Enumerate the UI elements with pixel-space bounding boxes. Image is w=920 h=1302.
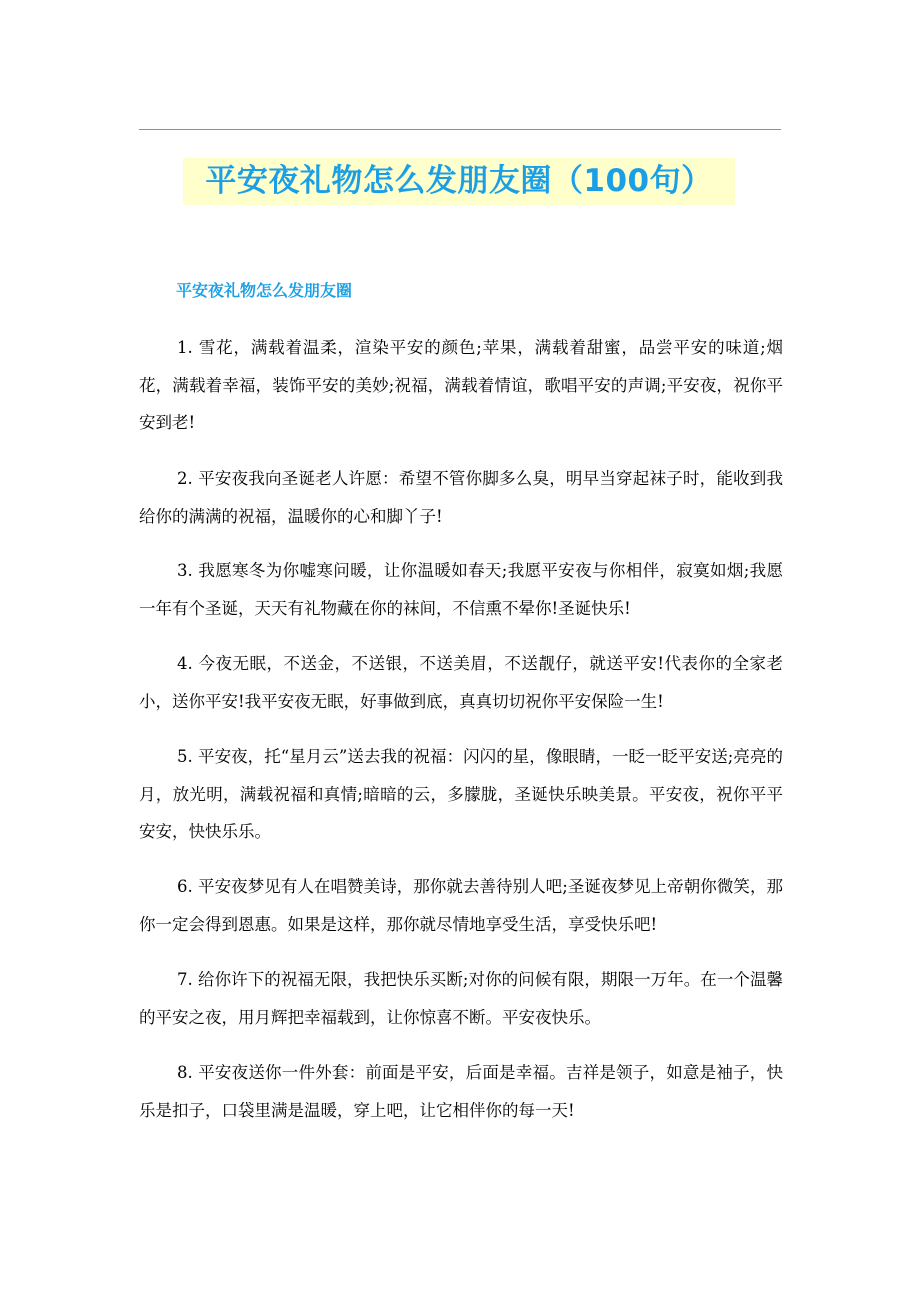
- list-item-1: 1. 雪花，满载着温柔，渲染平安的颜色;苹果，满载着甜蜜，品尝平安的味道;烟花，满载着幸福，装饰平安的美妙;祝福，满载着情谊，歌唱平安的声调;平安夜，祝你平安到老!: [139, 338, 783, 432]
- list-item-2: 2. 平安夜我向圣诞老人许愿：希望不管你脚多么臭，明早当穿起袜子时，能收到我给你的满满的祝福，温暖你的心和脚丫子!: [139, 469, 783, 526]
- list-item-7: 7. 给你许下的祝福无限，我把快乐买断;对你的问候有限，期限一万年。在一个温馨的平安之夜，用月辉把幸福载到，让你惊喜不断。平安夜快乐。: [139, 970, 783, 1027]
- list-item-6: 6. 平安夜梦见有人在唱赞美诗，那你就去善待别人吧;圣诞夜梦见上帝朝你微笑，那你一定会得到恩惠。如果是这样，那你就尽情地享受生活，享受快乐吧!: [139, 877, 783, 934]
- page-title: 平安夜礼物怎么发朋友圈（100句）: [205, 163, 713, 199]
- section-heading: 平安夜礼物怎么发朋友圈: [176, 281, 353, 300]
- list-item-8: 8. 平安夜送你一件外套：前面是平安，后面是幸福。吉祥是领子，如意是袖子，快乐是扣子，口袋里满是温暖，穿上吧，让它相伴你的每一天!: [139, 1063, 783, 1120]
- list-item-5: 5. 平安夜，托“星月云”送去我的祝福：闪闪的星，像眼睛，一眨一眨平安送;亮亮的月，放光明，满载祝福和真情;暗暗的云，多朦胧，圣诞快乐映美景。平安夜，祝你平平安安，快快乐乐。: [139, 747, 783, 841]
- list-item-3: 3. 我愿寒冬为你嘘寒问暖，让你温暖如春天;我愿平安夜与你相伴，寂寞如烟;我愿一年有个圣诞，天天有礼物藏在你的袜间，不信熏不晕你!圣诞快乐!: [139, 561, 783, 618]
- header-divider: [139, 129, 781, 130]
- title-highlight: [183, 158, 735, 205]
- list-item-4: 4. 今夜无眠，不送金，不送银，不送美眉，不送靓仔，就送平安!代表你的全家老小，送你平安!我平安夜无眠，好事做到底，真真切切祝你平安保险一生!: [139, 654, 783, 711]
